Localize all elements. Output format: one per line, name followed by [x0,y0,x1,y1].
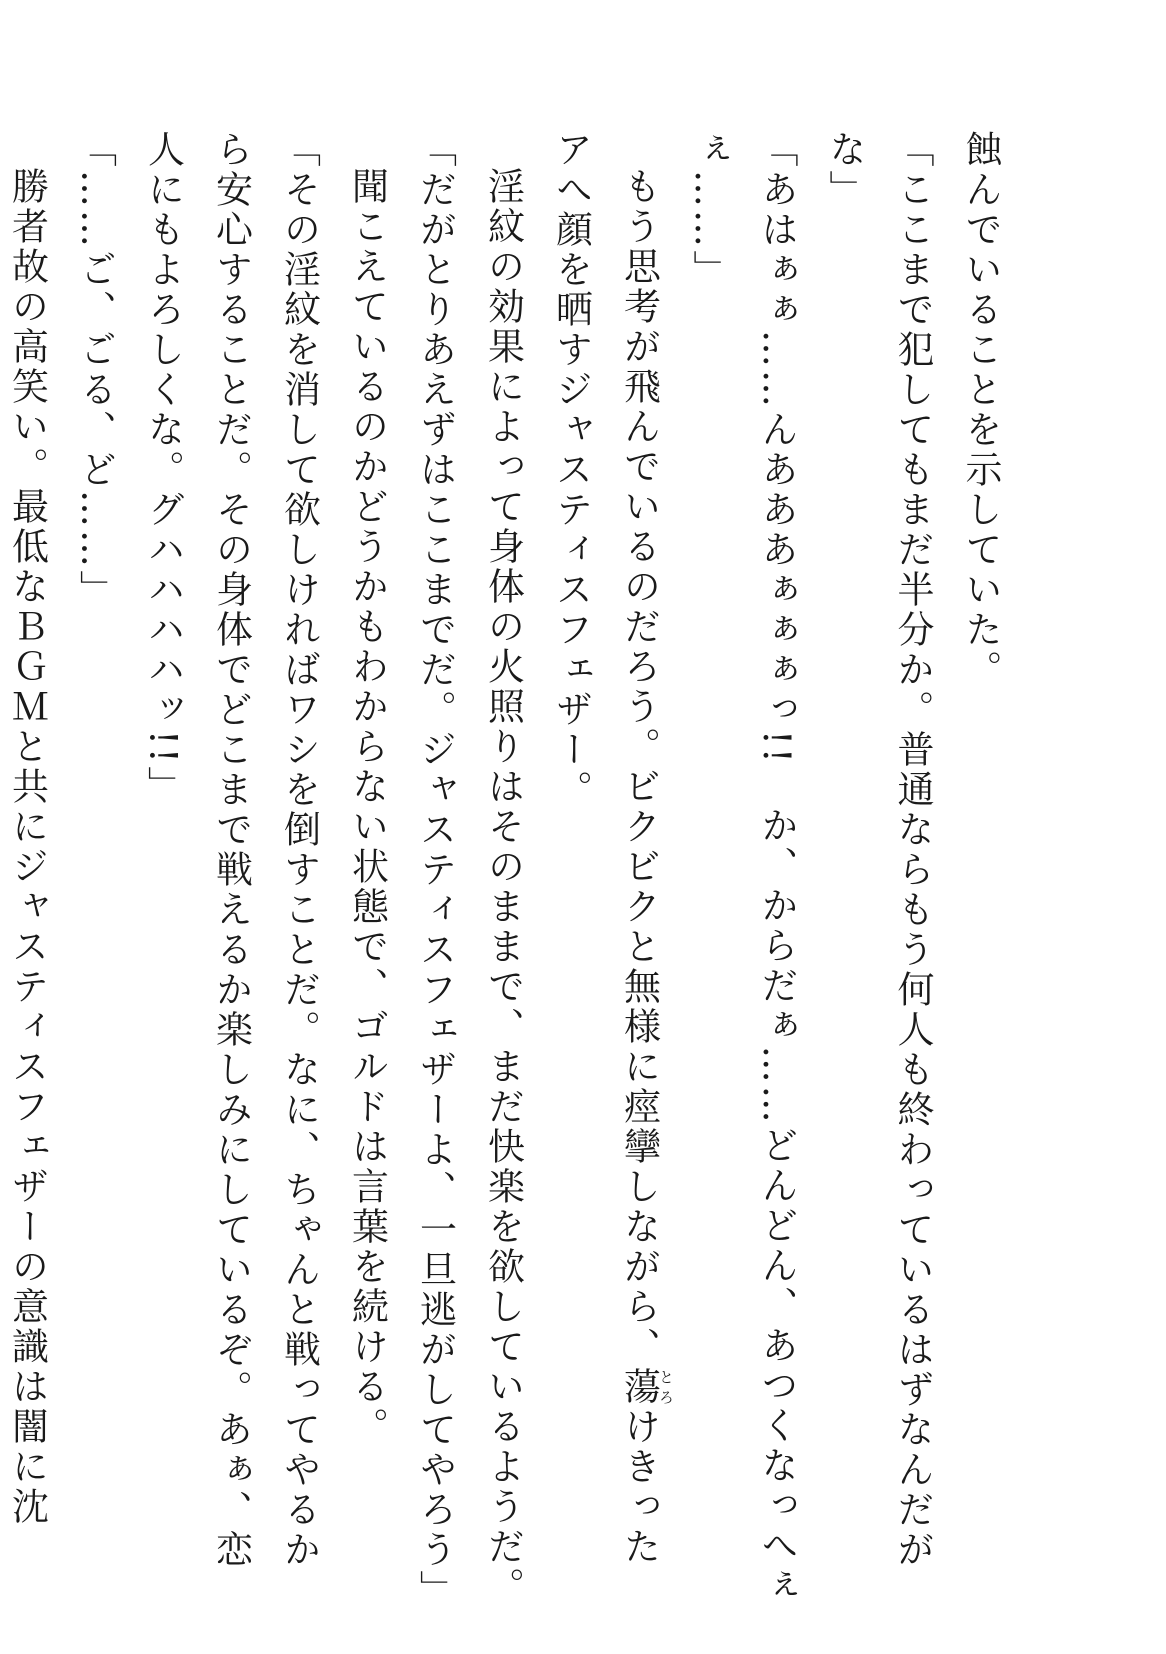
text-line-with-ruby [605,130,675,1567]
ruby-reading: とろ [657,1367,675,1407]
text-line: 蝕んでいることを示していた。 [959,130,1002,690]
text-line: な」 [823,130,866,210]
vertical-text-body [0,130,1014,1610]
ruby-annotation [617,1367,675,1407]
text-line: 「その淫紋を消して欲しければワシを倒すことだ。なに、ちゃんと戦ってやるか [277,130,321,1570]
text-line: 「ここまで犯してもまだ半分か。普通ならもう何人も終わっているはずなんだが [891,130,934,1570]
text-line: 「……ご、ごる、ど……」 [73,130,117,610]
text-line: 勝者故の高笑い。最低なＢＧＭと共にジャスティスフェザーの意識は闇に沈 [5,167,49,1527]
text-line: ぇ……」 [687,130,730,290]
ruby-base: 蕩 [617,1367,661,1407]
text-line: 淫紋の効果によって身体の火照りはそのままで、まだ快楽を欲しているようだ。 [481,167,525,1607]
text-line: 人にもよろしくな。グハハハハッ!!」 [141,130,185,806]
text-line: 「あはぁぁ……んあああぁぁぁっ!! か、からだぁ……どんどん、あつくなっへぇ [755,130,798,1606]
text-line: ら安心することだ。その身体でどこまで戦えるか楽しみにしているぞ。あぁ、恋 [209,130,253,1570]
text-segment: もう思考が飛んでいるのだろう。ビクビクと無様に痙攣しながら、 [617,167,661,1367]
text-line: アへ顔を晒すジャスティスフェザー。 [549,130,593,810]
text-line: 聞こえているのかどうかもわからない状態で、ゴルドは言葉を続ける。 [345,167,389,1447]
text-line: 「だがとりあえずはここまでだ。ジャスティスフェザーよ、一旦逃がしてやろう」 [413,130,457,1610]
text-segment: けきった [617,1407,661,1567]
